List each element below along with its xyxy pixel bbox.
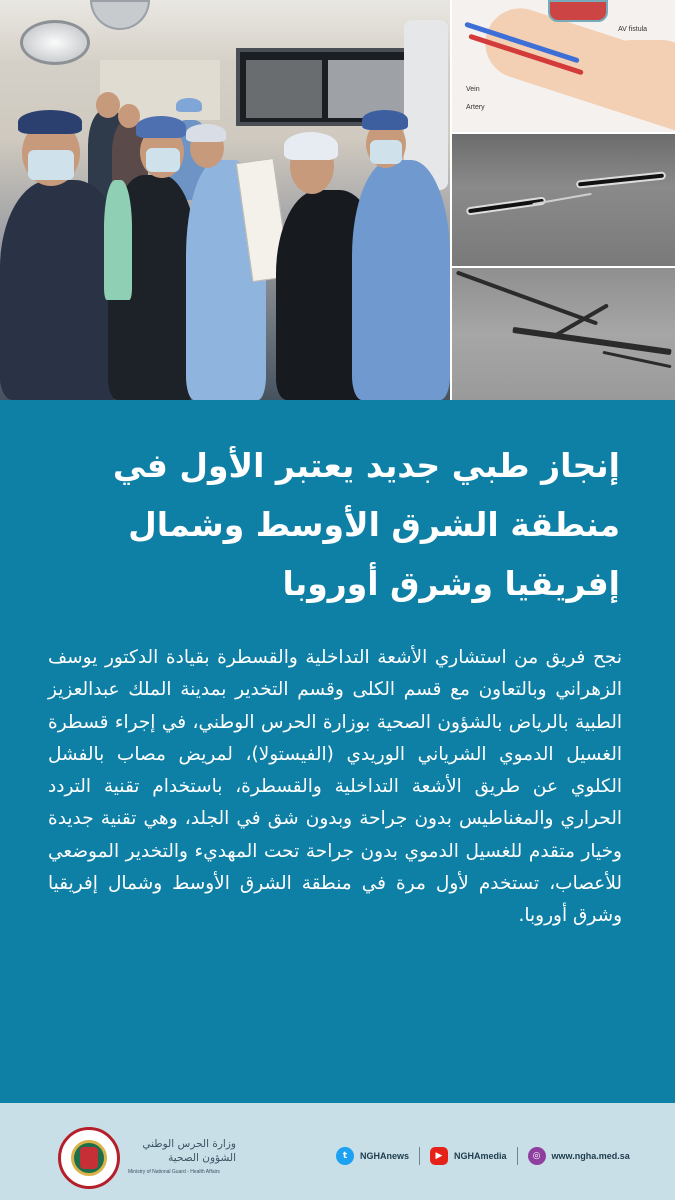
article-panel bbox=[0, 400, 675, 1103]
vessel-branch bbox=[512, 327, 671, 355]
youtube-link[interactable] bbox=[430, 1147, 507, 1165]
logo-center bbox=[80, 1147, 98, 1169]
surgical-cap bbox=[136, 116, 186, 138]
fistula-inset bbox=[548, 0, 608, 22]
hand-illustration bbox=[602, 40, 675, 100]
ministry-name-ar bbox=[128, 1137, 236, 1165]
surgical-cap bbox=[284, 132, 338, 160]
av-fistula-illustration bbox=[452, 0, 675, 132]
divider bbox=[517, 1147, 518, 1165]
twitter-handle: NGHAnews bbox=[360, 1151, 410, 1161]
footer bbox=[0, 1103, 675, 1200]
ministry-logo bbox=[58, 1127, 120, 1189]
scrubs-sleeve bbox=[104, 180, 132, 300]
catheter-device bbox=[466, 196, 546, 215]
website-url: www.ngha.med.sa bbox=[551, 1151, 630, 1161]
monitor-screen-right bbox=[328, 60, 408, 118]
ministry-name-line: وزارة الحرس الوطني bbox=[142, 1138, 236, 1150]
headline bbox=[40, 436, 620, 613]
twitter-link[interactable] bbox=[336, 1147, 409, 1165]
surgical-cap bbox=[176, 98, 202, 112]
fluoroscopy-device-image bbox=[452, 134, 675, 266]
surgical-cap bbox=[362, 110, 408, 130]
angiography-image bbox=[452, 268, 675, 400]
twitter-icon: t bbox=[336, 1147, 354, 1165]
headline-line: إنجاز طبي جديد يعتبر الأول في bbox=[112, 446, 620, 485]
monitor-screen-left bbox=[246, 60, 322, 118]
face-mask bbox=[28, 150, 74, 180]
vein-label: Vein bbox=[466, 86, 480, 93]
team-photo bbox=[0, 0, 450, 400]
headline-line: إفريقيا وشرق أوروبا bbox=[282, 564, 620, 603]
face-mask bbox=[146, 148, 180, 172]
surgical-lamp bbox=[20, 20, 90, 65]
social-links bbox=[336, 1147, 630, 1165]
artery-label: Artery bbox=[466, 104, 485, 111]
youtube-handle: NGHAmedia bbox=[454, 1151, 507, 1161]
staff-head bbox=[96, 92, 120, 118]
website-link[interactable] bbox=[528, 1147, 630, 1165]
face-mask bbox=[370, 140, 402, 164]
divider bbox=[419, 1147, 420, 1165]
surgical-cap bbox=[18, 110, 82, 134]
ministry-name-en: Ministry of National Guard - Health Affairs bbox=[128, 1169, 220, 1175]
fistula-label: AV fistula bbox=[618, 26, 648, 33]
photo-collage bbox=[0, 0, 675, 400]
ministry-name-line: الشؤون الصحية bbox=[168, 1152, 236, 1164]
catheter-device bbox=[576, 171, 666, 188]
vessel-branch bbox=[456, 270, 598, 325]
globe-icon: ◎ bbox=[528, 1147, 546, 1165]
youtube-icon: ▶ bbox=[430, 1147, 448, 1165]
staff-figure bbox=[352, 160, 450, 400]
article-body: نجح فريق من استشاري الأشعة التداخلية والقسطرة بقيادة الدكتور يوسف الزهراني وبالتعاون مع قسم الكلى وقسم التخدير بمدينة الملك عبدالعزيز الطبية بالرياض بالشؤون الصحية بوزارة الحرس الوطني، في إجراء قسطرة الغسيل الدموي الشرياني الوريدي (الفيستولا)، لمريض مصاب بالفشل الكلوي عن طريق الأشعة التداخلية والقسطرة، باستخدام تقنية التردد الحراري والمغناطيس بدون جراحة وبدون شق في الجلد، وهي تقنية جديدة وخيار متقدم للغسيل الدموي بدون جراحة تحت المهديء والتخدير الموضعي للأعصاب، تستخدم لأول مرة في منطقة الشرق الأوسط وشمال إفريقيا وشرق أوروبا. bbox=[48, 647, 622, 927]
surgical-cap bbox=[186, 124, 226, 142]
headline-line: منطقة الشرق الأوسط وشمال bbox=[128, 505, 620, 544]
